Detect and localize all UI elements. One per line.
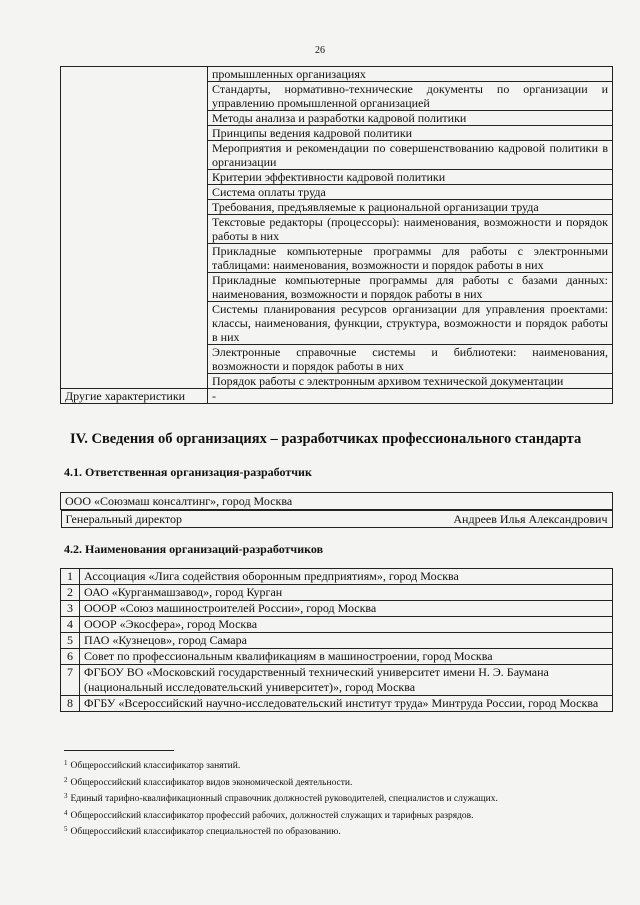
director-position: Генеральный директор bbox=[65, 512, 183, 526]
knowledge-item: Система оплаты труда bbox=[208, 185, 613, 200]
developer-row bbox=[61, 633, 613, 649]
knowledge-item: Критерии эффективности кадровой политики bbox=[208, 170, 613, 185]
section-title: IV. Сведения об организациях – разработчиках профессионального стандарта bbox=[70, 431, 582, 447]
developer-row bbox=[61, 601, 613, 617]
developer-number: 4 bbox=[61, 617, 80, 633]
knowledge-item: Текстовые редакторы (процессоры): наименования, возможности и порядок работы в них bbox=[208, 215, 613, 244]
footnote bbox=[64, 757, 604, 774]
footnote-text: Единый тарифно-квалификационный справочник должностей руководителей, специалистов и служащих. bbox=[70, 794, 498, 804]
knowledge-item: Стандарты, нормативно-технические документы по организации и управлению промышленной организацией bbox=[208, 82, 613, 111]
knowledge-item: Мероприятия и рекомендации по совершенствованию кадровой политики в организации bbox=[208, 141, 613, 170]
footnote bbox=[64, 790, 604, 807]
knowledge-item: Системы планирования ресурсов организации для управления проектами: классы, наименования, функции, структура, возможности и порядок работы в них bbox=[208, 302, 613, 345]
knowledge-item: Методы анализа и разработки кадровой политики bbox=[208, 111, 613, 126]
developer-row bbox=[61, 617, 613, 633]
footnotes bbox=[64, 757, 604, 840]
footnote bbox=[64, 807, 604, 824]
footnote bbox=[64, 823, 604, 840]
footnote-mark: 5 bbox=[64, 825, 68, 833]
page-number: 26 bbox=[315, 45, 325, 56]
developer-row bbox=[61, 665, 613, 696]
footnote-text: Общероссийский классификатор видов экономической деятельности. bbox=[70, 777, 353, 788]
footnote-mark: 1 bbox=[64, 759, 68, 767]
developer-number: 2 bbox=[61, 585, 80, 601]
footnote-text: Общероссийский классификатор занятий. bbox=[70, 761, 241, 771]
developer-row bbox=[61, 649, 613, 665]
responsible-org-row bbox=[61, 493, 613, 510]
developer-name: Совет по профессиональным квалификациям в машиностроении, город Москва bbox=[80, 649, 613, 665]
other-characteristics-label: Другие характеристики bbox=[61, 389, 208, 404]
other-characteristics-value: - bbox=[208, 389, 613, 404]
developer-name: ПАО «Кузнецов», город Самара bbox=[80, 633, 613, 649]
footnote-text: Общероссийский классификатор профессий рабочих, должностей служащих и тарифных разрядов. bbox=[70, 810, 474, 821]
footnote-mark: 3 bbox=[64, 792, 68, 800]
knowledge-table bbox=[60, 66, 613, 404]
other-characteristics-row bbox=[61, 389, 613, 404]
knowledge-row bbox=[61, 67, 613, 82]
knowledge-item: Порядок работы с электронным архивом технической документации bbox=[208, 374, 613, 389]
developer-row bbox=[61, 696, 613, 712]
knowledge-label-cell bbox=[61, 67, 208, 389]
knowledge-item: промышленных организациях bbox=[208, 67, 613, 82]
developer-name: ФГБОУ ВО «Московский государственный технический университет имени Н. Э. Баумана (национальный исследовательский университет)», город Москва bbox=[80, 665, 613, 696]
developer-name: ОООР «Союз машиностроителей России», город Москва bbox=[80, 601, 613, 617]
footnote-mark: 4 bbox=[64, 808, 68, 817]
responsible-org-name: ООО «Союзмаш консалтинг», город Москва bbox=[61, 493, 613, 510]
director-row bbox=[61, 510, 613, 529]
developer-number: 7 bbox=[61, 665, 80, 696]
knowledge-item: Прикладные компьютерные программы для работы с базами данных: наименования, возможности и порядок работы в них bbox=[208, 273, 613, 302]
developer-number: 3 bbox=[61, 601, 80, 617]
footnote-text: Общероссийский классификатор специальностей по образованию. bbox=[70, 827, 341, 837]
footnote bbox=[64, 774, 604, 791]
developer-number: 6 bbox=[61, 649, 80, 665]
knowledge-item: Требования, предъявляемые к рациональной организации труда bbox=[208, 200, 613, 215]
developer-number: 5 bbox=[61, 633, 80, 649]
developer-number: 1 bbox=[61, 569, 80, 585]
footnote-mark: 2 bbox=[64, 775, 68, 784]
developers-table bbox=[60, 568, 613, 712]
developer-name: ОООР «Экосфера», город Москва bbox=[80, 617, 613, 633]
developers-title: 4.2. Наименования организаций-разработчиков bbox=[64, 542, 324, 556]
developer-number: 8 bbox=[61, 696, 80, 712]
developer-row bbox=[61, 569, 613, 585]
developer-name: Ассоциация «Лига содействия оборонным предприятиям», город Москва bbox=[80, 569, 613, 585]
knowledge-item: Электронные справочные системы и библиотеки: наименования, возможности и порядок работы в них bbox=[208, 345, 613, 374]
developer-name: ФГБУ «Всероссийский научно-исследовательский институт труда» Минтруда России, город Москва bbox=[80, 696, 613, 712]
knowledge-item: Принципы ведения кадровой политики bbox=[208, 126, 613, 141]
director-name: Андреев Илья Александрович bbox=[453, 512, 608, 526]
knowledge-item: Прикладные компьютерные программы для работы с электронными таблицами: наименования, возможности и порядок работы в них bbox=[208, 244, 613, 273]
footnote-divider bbox=[64, 750, 174, 751]
responsible-org-title: 4.1. Ответственная организация-разработчик bbox=[64, 465, 312, 479]
responsible-org-table bbox=[60, 492, 613, 528]
developer-row bbox=[61, 585, 613, 601]
developer-name: ОАО «Курганмашзавод», город Курган bbox=[80, 585, 613, 601]
